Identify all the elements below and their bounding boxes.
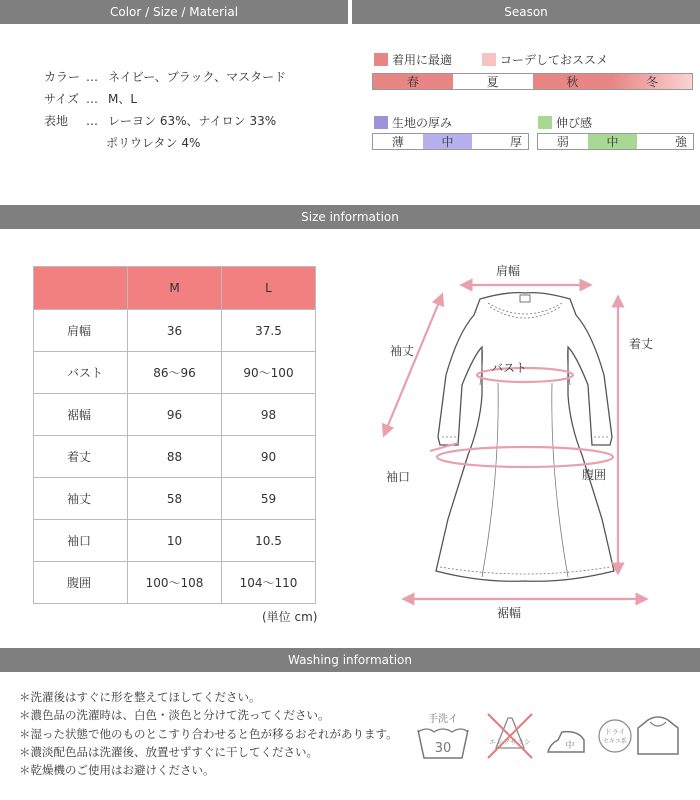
cell-m: 86～96	[128, 352, 222, 394]
season-summer	[453, 74, 533, 89]
iron-icon	[548, 732, 584, 752]
bleach-text: エンソサラシ	[489, 738, 531, 746]
legend-thickness	[374, 114, 452, 131]
row-label: 腹囲	[34, 562, 128, 604]
spec-color-row	[44, 68, 286, 85]
season-spring-label: 春	[406, 75, 419, 89]
label-bust: バスト	[491, 361, 528, 375]
row-label: 袖口	[34, 520, 128, 562]
material-dots: …	[86, 114, 98, 128]
dry-text: ドライ	[604, 728, 626, 736]
thickness-thin	[373, 134, 423, 149]
row-label: 袖丈	[34, 478, 128, 520]
handwash-icon	[418, 712, 468, 758]
cell-l: 104～110	[222, 562, 316, 604]
stretch-medium-label: 中	[606, 135, 619, 149]
legend-thickness-label: 生地の厚み	[392, 116, 453, 130]
season-autumn-label: 秋	[566, 75, 579, 89]
washing-notes	[19, 688, 398, 779]
thickness-medium-label: 中	[441, 135, 454, 149]
row-label: 着丈	[34, 436, 128, 478]
washing-header-text: Washing information	[288, 653, 412, 667]
dress-outline	[436, 293, 614, 582]
cell-l: 59	[222, 478, 316, 520]
cell-l: 90	[222, 436, 316, 478]
spec-size-row	[44, 90, 137, 107]
cell-m: 88	[128, 436, 222, 478]
washing-header	[0, 648, 700, 672]
color-dots: …	[86, 70, 98, 84]
size-table-header-row	[34, 267, 316, 310]
unit-label: (単位 cm)	[262, 610, 318, 624]
spec-header	[0, 0, 348, 24]
color-key: カラー	[44, 70, 81, 84]
label-shoulder: 肩幅	[496, 264, 521, 278]
sweater-icon	[638, 717, 678, 754]
handwash-text: 手洗イ	[428, 714, 458, 725]
cell-m: 58	[128, 478, 222, 520]
table-row	[34, 352, 316, 394]
season-scale	[372, 73, 693, 90]
cell-l: 90～100	[222, 352, 316, 394]
season-header-text: Season	[504, 5, 548, 19]
thickness-thin-label: 薄	[391, 135, 404, 149]
legend-best-swatch	[374, 53, 388, 66]
cell-l: 98	[222, 394, 316, 436]
thickness-thick	[472, 134, 528, 149]
legend-stretch-label: 伸び感	[556, 116, 593, 130]
season-winter-label: 冬	[646, 75, 659, 89]
stretch-strong	[637, 134, 693, 149]
label-sleeve: 袖丈	[390, 344, 415, 358]
sleeve-arrow	[384, 295, 442, 435]
table-row	[34, 394, 316, 436]
size-info-header-text: Size information	[301, 210, 399, 224]
cell-l: 37.5	[222, 310, 316, 352]
legend-thickness-swatch	[374, 116, 388, 129]
cell-m: 10	[128, 520, 222, 562]
legend-best	[374, 51, 452, 68]
label-cuff: 袖口	[386, 470, 411, 484]
table-row	[34, 562, 316, 604]
dry-sub-text: セキユ系	[602, 738, 628, 745]
material-value-1: レーヨン 63%、ナイロン 33%	[108, 114, 277, 128]
stretch-medium	[588, 134, 638, 149]
material-value-2: ポリウレタン 4%	[106, 136, 201, 150]
no-bleach-icon	[488, 714, 532, 758]
color-value: ネイビー、ブラック、マスタード	[108, 70, 287, 84]
season-summer-label: 夏	[486, 75, 499, 89]
size-value: M、L	[108, 92, 138, 106]
cell-m: 96	[128, 394, 222, 436]
table-row	[34, 310, 316, 352]
cell-m: 36	[128, 310, 222, 352]
iron-text: 中	[565, 741, 575, 751]
legend-best-label: 着用に最適	[392, 53, 453, 67]
table-row	[34, 478, 316, 520]
label-waist: 腹囲	[582, 468, 607, 482]
cell-l: 10.5	[222, 520, 316, 562]
stretch-weak-label: 弱	[556, 135, 569, 149]
legend-coord-swatch	[482, 53, 496, 66]
row-label: 肩幅	[34, 310, 128, 352]
row-label: バスト	[34, 352, 128, 394]
label-length: 着丈	[629, 337, 654, 351]
row-label: 裾幅	[34, 394, 128, 436]
material-key: 表地	[44, 114, 69, 128]
list-item: ＊乾燥機のご使用はお避けください。	[19, 763, 215, 778]
table-row	[34, 520, 316, 562]
thickness-thick-label: 厚	[510, 135, 523, 149]
size-key: サイズ	[44, 92, 80, 106]
size-dots: …	[86, 92, 98, 106]
thickness-medium	[423, 134, 473, 149]
spec-material-row-2	[106, 134, 200, 151]
legend-stretch	[538, 114, 592, 131]
spec-material-row	[44, 112, 276, 129]
list-item: ＊洗濯後はすぐに形を整えてほしてください。	[19, 690, 261, 704]
cell-m: 100～108	[128, 562, 222, 604]
label-hem: 裾幅	[497, 606, 522, 620]
season-winter	[612, 74, 692, 89]
legend-coord	[482, 51, 608, 68]
size-table	[33, 266, 316, 604]
season-spring	[373, 74, 453, 89]
handwash-temp: 30	[434, 741, 452, 756]
dress-diagram	[370, 255, 690, 635]
list-item: ＊濃色品の洗濯時は、白色・淡色と分けて洗ってください。	[19, 708, 330, 723]
season-autumn	[533, 74, 613, 89]
size-table-header-blank	[34, 267, 128, 310]
thickness-scale	[372, 133, 529, 150]
stretch-strong-label: 強	[675, 135, 688, 149]
season-header	[352, 0, 700, 24]
legend-coord-label: コーデしておススメ	[500, 53, 609, 67]
stretch-scale	[537, 133, 694, 150]
dryclean-icon	[599, 720, 631, 752]
list-item: ＊湿った状態で他のものとこすり合わせると色が移るおそれがあります。	[19, 726, 398, 741]
legend-stretch-swatch	[538, 116, 552, 129]
table-row	[34, 436, 316, 478]
neck-tag	[520, 295, 530, 302]
list-item: ＊濃淡配色品は洗濯後、放置せずすぐに干してください。	[19, 744, 318, 759]
size-table-header-m: M	[128, 267, 222, 310]
care-icons	[412, 708, 692, 768]
stretch-weak	[538, 134, 588, 149]
size-table-header-l: L	[222, 267, 316, 310]
spec-header-text: Color / Size / Material	[109, 5, 239, 19]
size-info-header	[0, 205, 700, 229]
